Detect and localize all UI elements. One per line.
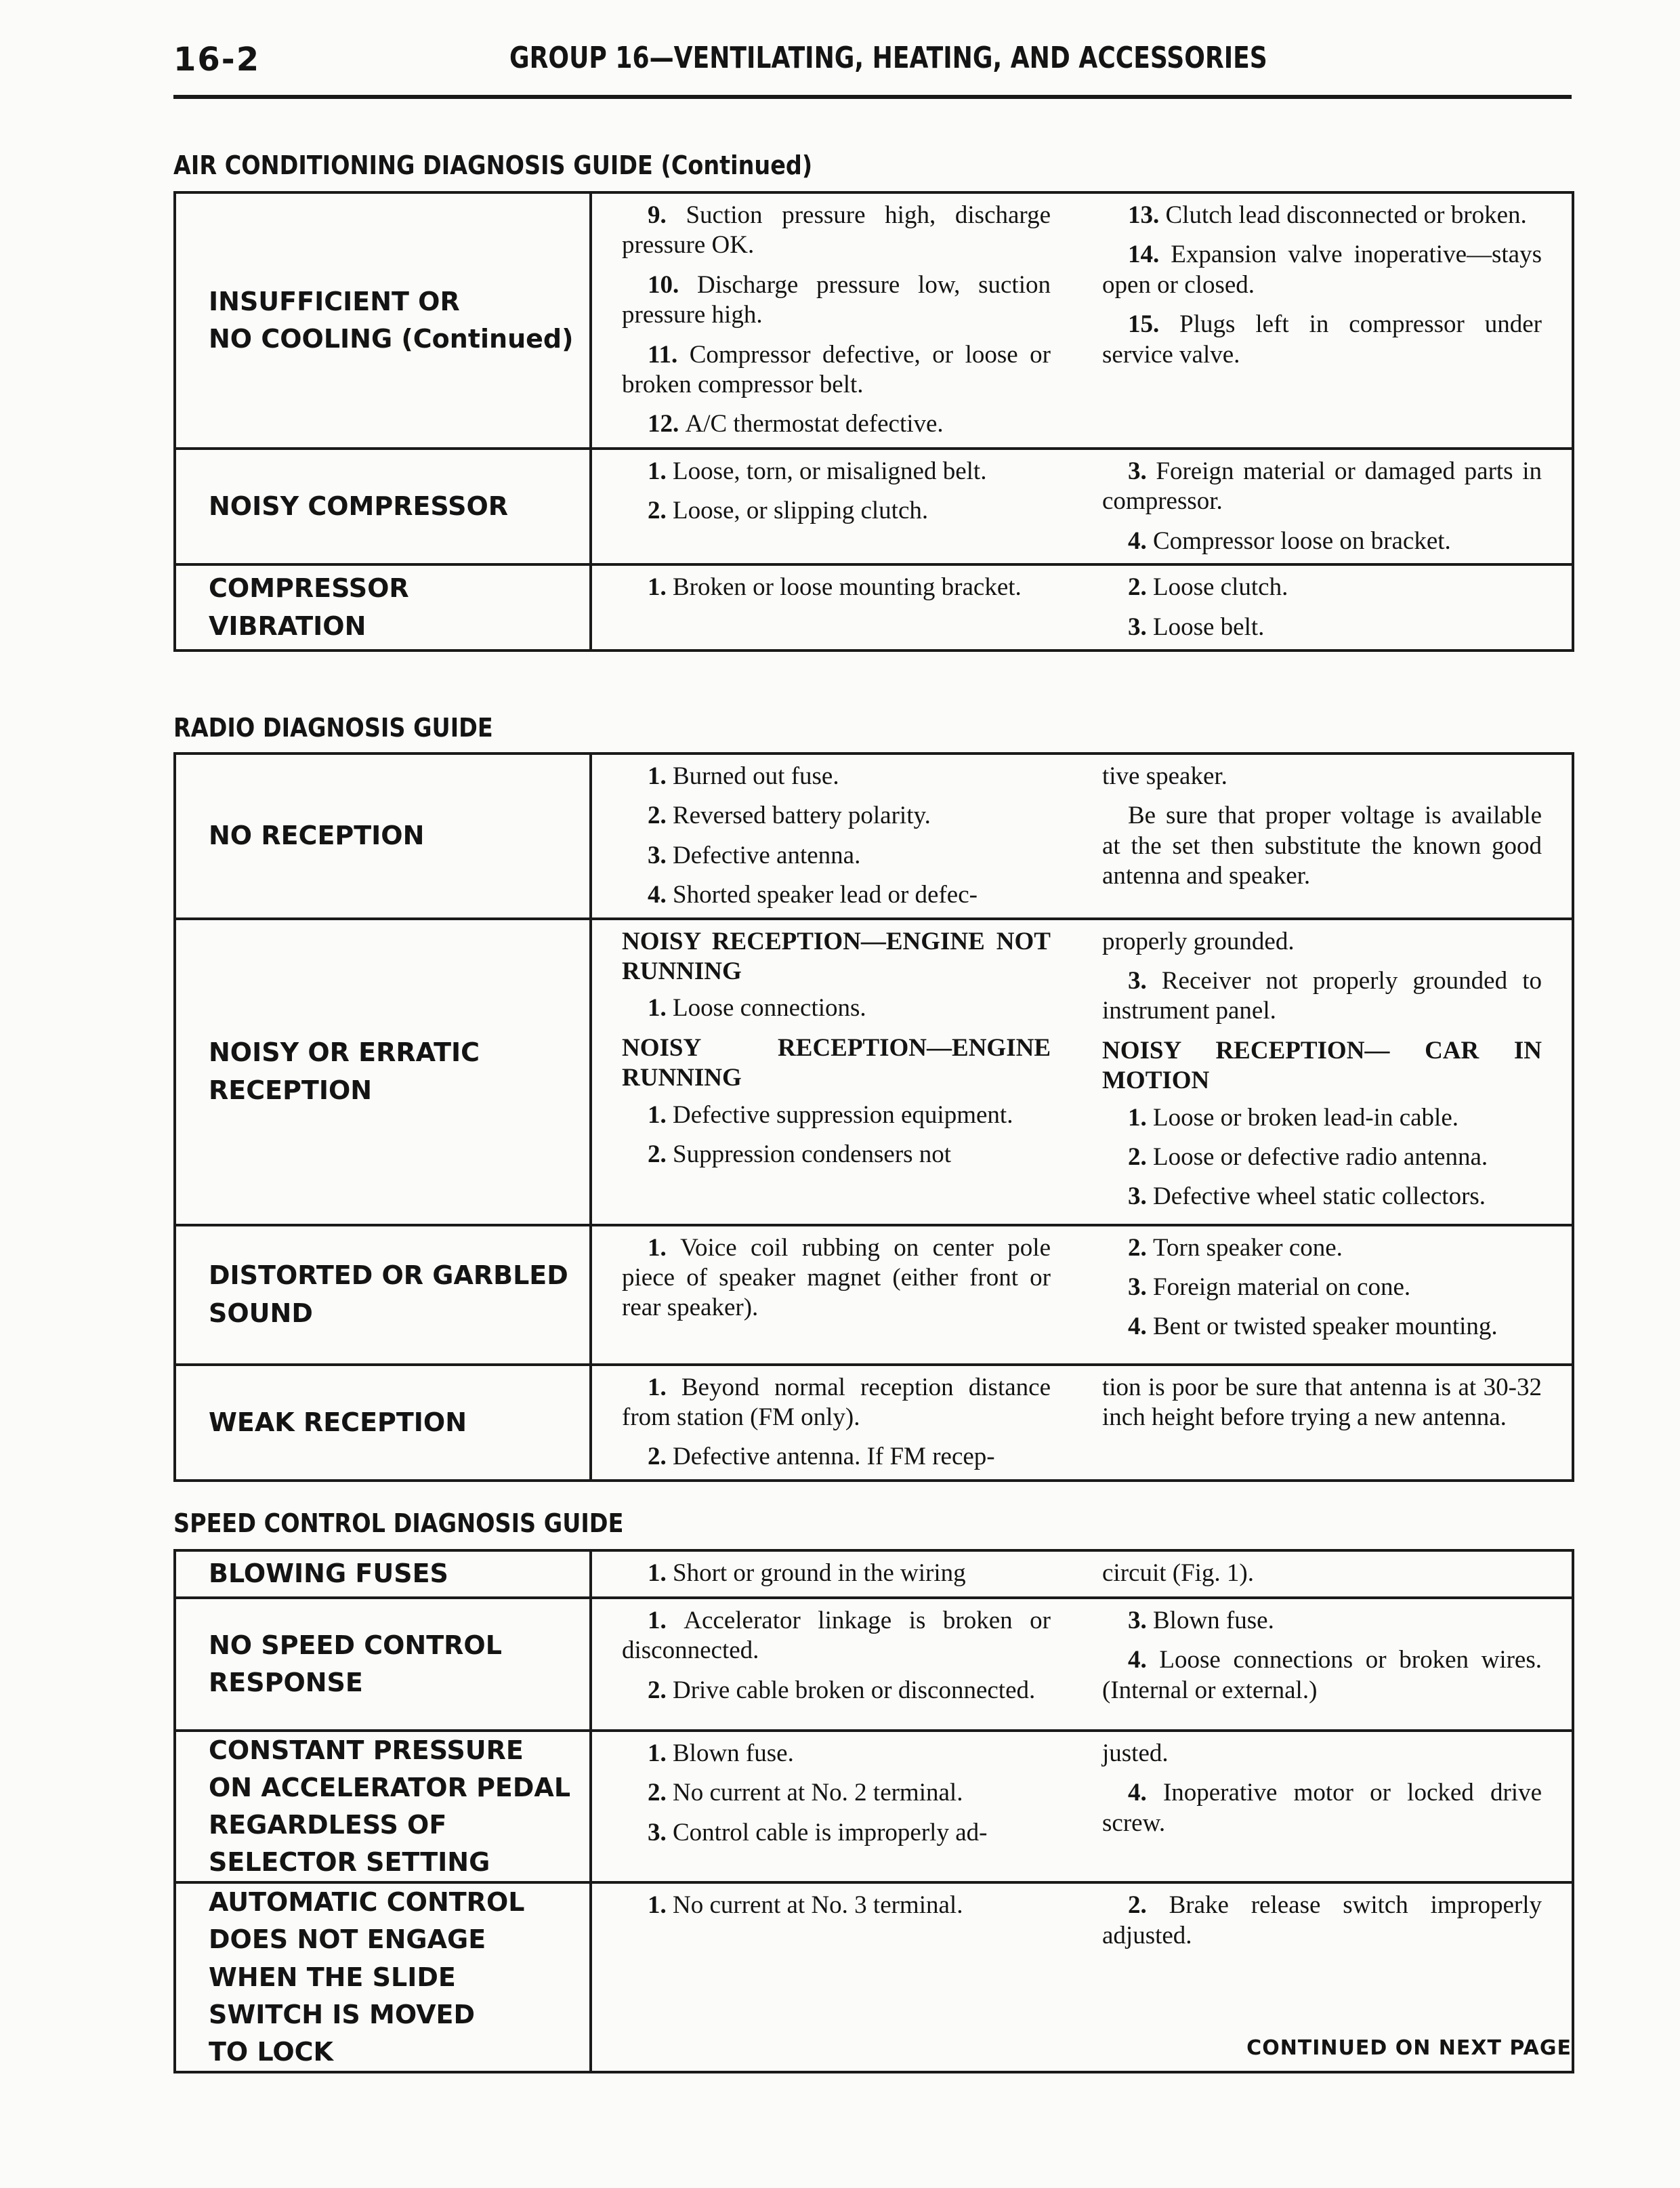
item-text: circuit (Fig. 1). [1102, 1559, 1255, 1587]
diagnosis-item [1102, 927, 1542, 957]
condition-cell [175, 1550, 591, 1598]
table-row [175, 449, 1573, 564]
item-number: 11. [648, 340, 690, 369]
diagnosis-item [1102, 1312, 1542, 1342]
diagnosis-item [1102, 1182, 1542, 1212]
item-text: A/C thermostat defective. [685, 410, 944, 438]
diagnosis-table-air-conditioning [173, 191, 1574, 652]
table-row [175, 1225, 1573, 1365]
condition-line: DISTORTED OR GARBLED [209, 1260, 568, 1291]
item-text: Expansion valve inoperative—stays open or closed. [1102, 241, 1542, 299]
causes-column-right [1082, 1598, 1573, 1731]
diagnosis-item [622, 409, 1051, 439]
diagnosis-item [1102, 762, 1542, 791]
item-number: 2. [648, 802, 673, 830]
item-text: Reversed battery polarity. [673, 802, 931, 830]
item-text: Loose connections or broken wires. (Internal or external.) [1102, 1646, 1542, 1704]
item-text: Plugs left in compressor under service valve. [1102, 310, 1542, 369]
item-text: Defective suppression equipment. [673, 1100, 1013, 1129]
item-number: 2. [1128, 1891, 1169, 1920]
table-row [175, 1550, 1573, 1598]
diagnosis-item [1102, 1103, 1542, 1133]
condition-line: SELECTOR SETTING [209, 1847, 490, 1878]
item-number: 2. [648, 1676, 673, 1704]
diagnosis-item [622, 201, 1051, 261]
table-row [175, 1731, 1573, 1882]
item-number: 1. [648, 1373, 681, 1401]
item-number: 12. [648, 410, 686, 438]
item-number: 3. [1128, 613, 1153, 641]
diagnosis-item [1102, 1778, 1542, 1838]
diagnosis-item [1102, 1559, 1542, 1588]
item-number: 10. [648, 270, 697, 299]
item-number: 14. [1128, 241, 1171, 269]
diagnosis-item [622, 880, 1051, 910]
condition-line: COMPRESSOR VIBRATION [209, 573, 409, 641]
item-number: 2. [1128, 1142, 1153, 1171]
item-number: 1. [648, 1891, 673, 1920]
item-text: Loose connections. [673, 994, 866, 1023]
item-text: Foreign material on cone. [1153, 1273, 1411, 1301]
item-text: properly grounded. [1102, 927, 1295, 955]
condition-line: BLOWING FUSES [209, 1559, 448, 1589]
diagnosis-item [1102, 1891, 1542, 1951]
item-text: Torn speaker cone. [1153, 1233, 1343, 1262]
page-header [173, 41, 1572, 102]
item-number: 2. [648, 1443, 673, 1471]
item-number: 15. [1128, 310, 1180, 339]
causes-column-left [591, 1225, 1082, 1365]
item-text: Loose, torn, or misaligned belt. [673, 457, 987, 485]
diagnosis-item [1102, 1273, 1542, 1302]
condition-line: CONSTANT PRESSURE [209, 1735, 524, 1765]
condition-cell [175, 919, 591, 1225]
causes-column-right [1082, 1225, 1573, 1365]
diagnosis-item [1102, 1645, 1542, 1706]
item-number: 3. [1128, 966, 1162, 995]
causes-column-left [591, 564, 1082, 651]
diagnosis-item [622, 801, 1051, 831]
condition-cell [175, 1882, 591, 2071]
diagnosis-item [622, 1739, 1051, 1769]
item-text: Receiver not properly grounded to instrument panel. [1102, 966, 1542, 1025]
diagnosis-item [622, 1100, 1051, 1130]
condition-line: WHEN THE SLIDE [209, 1962, 456, 1992]
item-text: Shorted speaker lead or defec- [673, 881, 978, 909]
diagnosis-item [622, 1442, 1051, 1472]
item-text: Voice coil rubbing on center pole piece of speaker magnet (either front or rear speaker). [622, 1233, 1051, 1322]
diagnosis-item [1102, 310, 1542, 370]
item-number: 3. [1128, 1182, 1153, 1211]
condition-cell [175, 564, 591, 651]
diagnosis-item [1102, 1739, 1542, 1769]
causes-column-left [591, 1731, 1082, 1882]
diagnosis-item [1102, 1142, 1542, 1172]
section-title: RADIO DIAGNOSIS GUIDE [173, 713, 493, 743]
condition-cell [175, 1731, 591, 1882]
item-number: 3. [1128, 457, 1156, 485]
item-text: Blown fuse. [673, 1739, 794, 1767]
item-text: Bent or twisted speaker mounting. [1153, 1313, 1498, 1341]
diagnosis-item [622, 1140, 1051, 1170]
diagnosis-item [622, 1818, 1051, 1848]
item-text: tion is poor be sure that antenna is at 30-32 inch height before trying a new antenna. [1102, 1373, 1542, 1431]
condition-line: NO COOLING (Continued) [209, 324, 574, 354]
diagnosis-item [622, 573, 1051, 602]
table-row [175, 192, 1573, 449]
condition-line: WEAK RECEPTION [209, 1407, 467, 1437]
item-text: Clutch lead disconnected or broken. [1165, 201, 1527, 229]
item-text: Inoperative motor or locked drive screw. [1102, 1779, 1542, 1837]
diagnosis-item [622, 1676, 1051, 1706]
diagnosis-table-radio [173, 752, 1574, 1482]
table-row [175, 1365, 1573, 1481]
item-text: Defective wheel static collectors. [1153, 1182, 1486, 1211]
item-text: Discharge pressure low, suction pressure high. [622, 270, 1051, 329]
item-number: 4. [1128, 1646, 1160, 1674]
item-text: Blown fuse. [1153, 1607, 1274, 1634]
condition-line: SOUND [209, 1298, 313, 1328]
item-text: Compressor defective, or loose or broken compressor belt. [622, 340, 1051, 398]
item-number: 2. [648, 497, 673, 525]
item-text: Burned out fuse. [673, 762, 839, 790]
causes-column-right [1082, 192, 1573, 449]
condition-line: INSUFFICIENT OR [209, 286, 460, 316]
item-number: 2. [648, 1779, 673, 1807]
condition-line: RESPONSE [209, 1668, 363, 1697]
causes-column-right [1082, 449, 1573, 564]
diagnosis-item [622, 1373, 1051, 1433]
item-number: 3. [1128, 1607, 1153, 1634]
diagnosis-item [622, 993, 1051, 1023]
subheading: NOISY RECEPTION—ENGINE RUNNING [622, 1033, 1051, 1092]
causes-column-left [591, 1550, 1082, 1598]
table-row [175, 564, 1573, 651]
diagnosis-item [1102, 801, 1542, 891]
item-number: 1. [648, 1739, 673, 1767]
item-text: Be sure that proper voltage is available at the set then substitute the known good antenna and speaker. [1102, 802, 1542, 890]
subheading: NOISY RECEPTION—ENGINE NOT RUNNING [622, 927, 1051, 985]
diagnosis-item [622, 457, 1051, 487]
causes-column-right [1082, 1365, 1573, 1481]
item-number: 9. [648, 201, 686, 229]
diagnosis-item [622, 1606, 1051, 1666]
item-number: 1. [648, 1607, 684, 1634]
causes-column-right [1082, 919, 1573, 1225]
condition-line: TO LOCK [209, 2036, 333, 2067]
diagnosis-item [622, 270, 1051, 331]
causes-column-left [591, 1598, 1082, 1731]
item-text: Accelerator linkage is broken or disconnected. [622, 1607, 1051, 1665]
causes-column-right [1082, 1731, 1573, 1882]
diagnosis-item [1102, 966, 1542, 1027]
subheading: NOISY RECEPTION— CAR IN MOTION [1102, 1036, 1542, 1095]
diagnosis-item [1102, 1606, 1542, 1636]
table-row [175, 754, 1573, 919]
diagnosis-item [622, 762, 1051, 791]
item-text: Broken or loose mounting bracket. [673, 573, 1022, 602]
table-row [175, 1598, 1573, 1731]
diagnosis-item [622, 1778, 1051, 1808]
item-number: 1. [648, 1100, 673, 1129]
item-number: 1. [648, 457, 673, 485]
causes-column-left [591, 449, 1082, 564]
diagnosis-item [1102, 1233, 1542, 1263]
condition-cell [175, 1598, 591, 1731]
page-number: 16-2 [173, 41, 261, 79]
item-number: 2. [648, 1140, 673, 1168]
item-text: Defective antenna. If FM recep- [673, 1443, 995, 1471]
condition-line: NOISY COMPRESSOR [209, 491, 509, 522]
condition-line: NO RECEPTION [209, 821, 425, 851]
condition-line: NOISY OR ERRATIC [209, 1037, 480, 1068]
diagnosis-item [1102, 201, 1542, 230]
diagnosis-item [622, 496, 1051, 526]
item-text: Defective antenna. [673, 841, 861, 869]
causes-column-left [591, 1365, 1082, 1481]
diagnosis-item [1102, 1373, 1542, 1433]
section-title: SPEED CONTROL DIAGNOSIS GUIDE [173, 1508, 624, 1538]
item-text: Beyond normal reception distance from station (FM only). [622, 1373, 1051, 1431]
group-title: GROUP 16—VENTILATING, HEATING, AND ACCESSORIES [509, 41, 1267, 75]
condition-line: AUTOMATIC CONTROL [209, 1887, 525, 1918]
condition-line: DOES NOT ENGAGE [209, 1924, 486, 1955]
item-number: 3. [648, 1818, 673, 1846]
item-number: 3. [1128, 1273, 1153, 1301]
condition-line: NO SPEED CONTROL [209, 1630, 502, 1660]
item-text: Foreign material or damaged parts in compressor. [1102, 457, 1542, 516]
item-text: Loose or defective radio antenna. [1153, 1142, 1488, 1171]
diagnosis-item [622, 340, 1051, 400]
diagnosis-item [622, 1233, 1051, 1323]
item-number: 4. [648, 881, 673, 909]
item-number: 1. [648, 994, 673, 1023]
condition-line: ON ACCELERATOR PEDAL [209, 1773, 571, 1803]
condition-line: RECEPTION [209, 1075, 373, 1105]
condition-cell [175, 754, 591, 919]
item-number: 13. [1128, 201, 1166, 229]
item-text: Compressor loose on bracket. [1153, 527, 1451, 555]
diagnosis-item [1102, 613, 1542, 642]
causes-column-left [591, 192, 1082, 449]
header-rule [173, 95, 1572, 99]
item-number: 1. [648, 1233, 681, 1262]
item-text: No current at No. 2 terminal. [673, 1779, 963, 1807]
item-text: Suction pressure high, discharge pressure OK. [622, 201, 1051, 260]
causes-column-left [591, 754, 1082, 919]
condition-cell [175, 1225, 591, 1365]
item-text: Drive cable broken or disconnected. [673, 1676, 1036, 1704]
diagnosis-item [622, 841, 1051, 871]
item-text: Loose or broken lead-in cable. [1153, 1103, 1459, 1132]
diagnosis-item [1102, 573, 1542, 602]
table-row [175, 919, 1573, 1225]
causes-column-right [1082, 564, 1573, 651]
item-number: 1. [648, 762, 673, 790]
causes-column-left [591, 919, 1082, 1225]
item-text: Control cable is improperly ad- [673, 1818, 988, 1846]
item-number: 4. [1128, 1313, 1153, 1341]
condition-cell [175, 1365, 591, 1481]
item-text: Short or ground in the wiring [673, 1559, 966, 1587]
condition-cell [175, 449, 591, 564]
diagnosis-item [622, 1559, 1051, 1588]
item-number: 3. [648, 841, 673, 869]
continued-note: CONTINUED ON NEXT PAGE [1246, 2036, 1572, 2060]
item-number: 1. [648, 1559, 673, 1587]
condition-cell [175, 192, 591, 449]
condition-line: REGARDLESS OF [209, 1810, 447, 1840]
diagnosis-item [1102, 457, 1542, 517]
diagnosis-item [1102, 527, 1542, 556]
condition-line: SWITCH IS MOVED [209, 1999, 476, 2029]
causes-column-right [1082, 754, 1573, 919]
item-text: Loose clutch. [1153, 573, 1288, 602]
item-number: 4. [1128, 1779, 1163, 1807]
item-text: Brake release switch improperly adjusted. [1102, 1891, 1542, 1949]
item-text: justed. [1102, 1739, 1169, 1767]
causes-column-left [591, 1882, 1082, 2071]
item-text: Loose belt. [1153, 613, 1265, 641]
causes-column-right [1082, 1550, 1573, 1598]
item-number: 2. [1128, 1233, 1153, 1262]
item-number: 2. [1128, 573, 1153, 602]
item-text: No current at No. 3 terminal. [673, 1891, 963, 1920]
item-number: 1. [1128, 1103, 1153, 1132]
section-title: AIR CONDITIONING DIAGNOSIS GUIDE (Continued) [173, 150, 813, 180]
item-number: 4. [1128, 527, 1153, 555]
item-text: Suppression condensers not [673, 1140, 952, 1168]
diagnosis-item [1102, 240, 1542, 300]
diagnosis-item [622, 1891, 1051, 1920]
item-number: 1. [648, 573, 673, 602]
item-text: Loose, or slipping clutch. [673, 497, 929, 525]
diagnosis-table-speed-control [173, 1549, 1574, 2073]
item-text: tive speaker. [1102, 762, 1227, 790]
